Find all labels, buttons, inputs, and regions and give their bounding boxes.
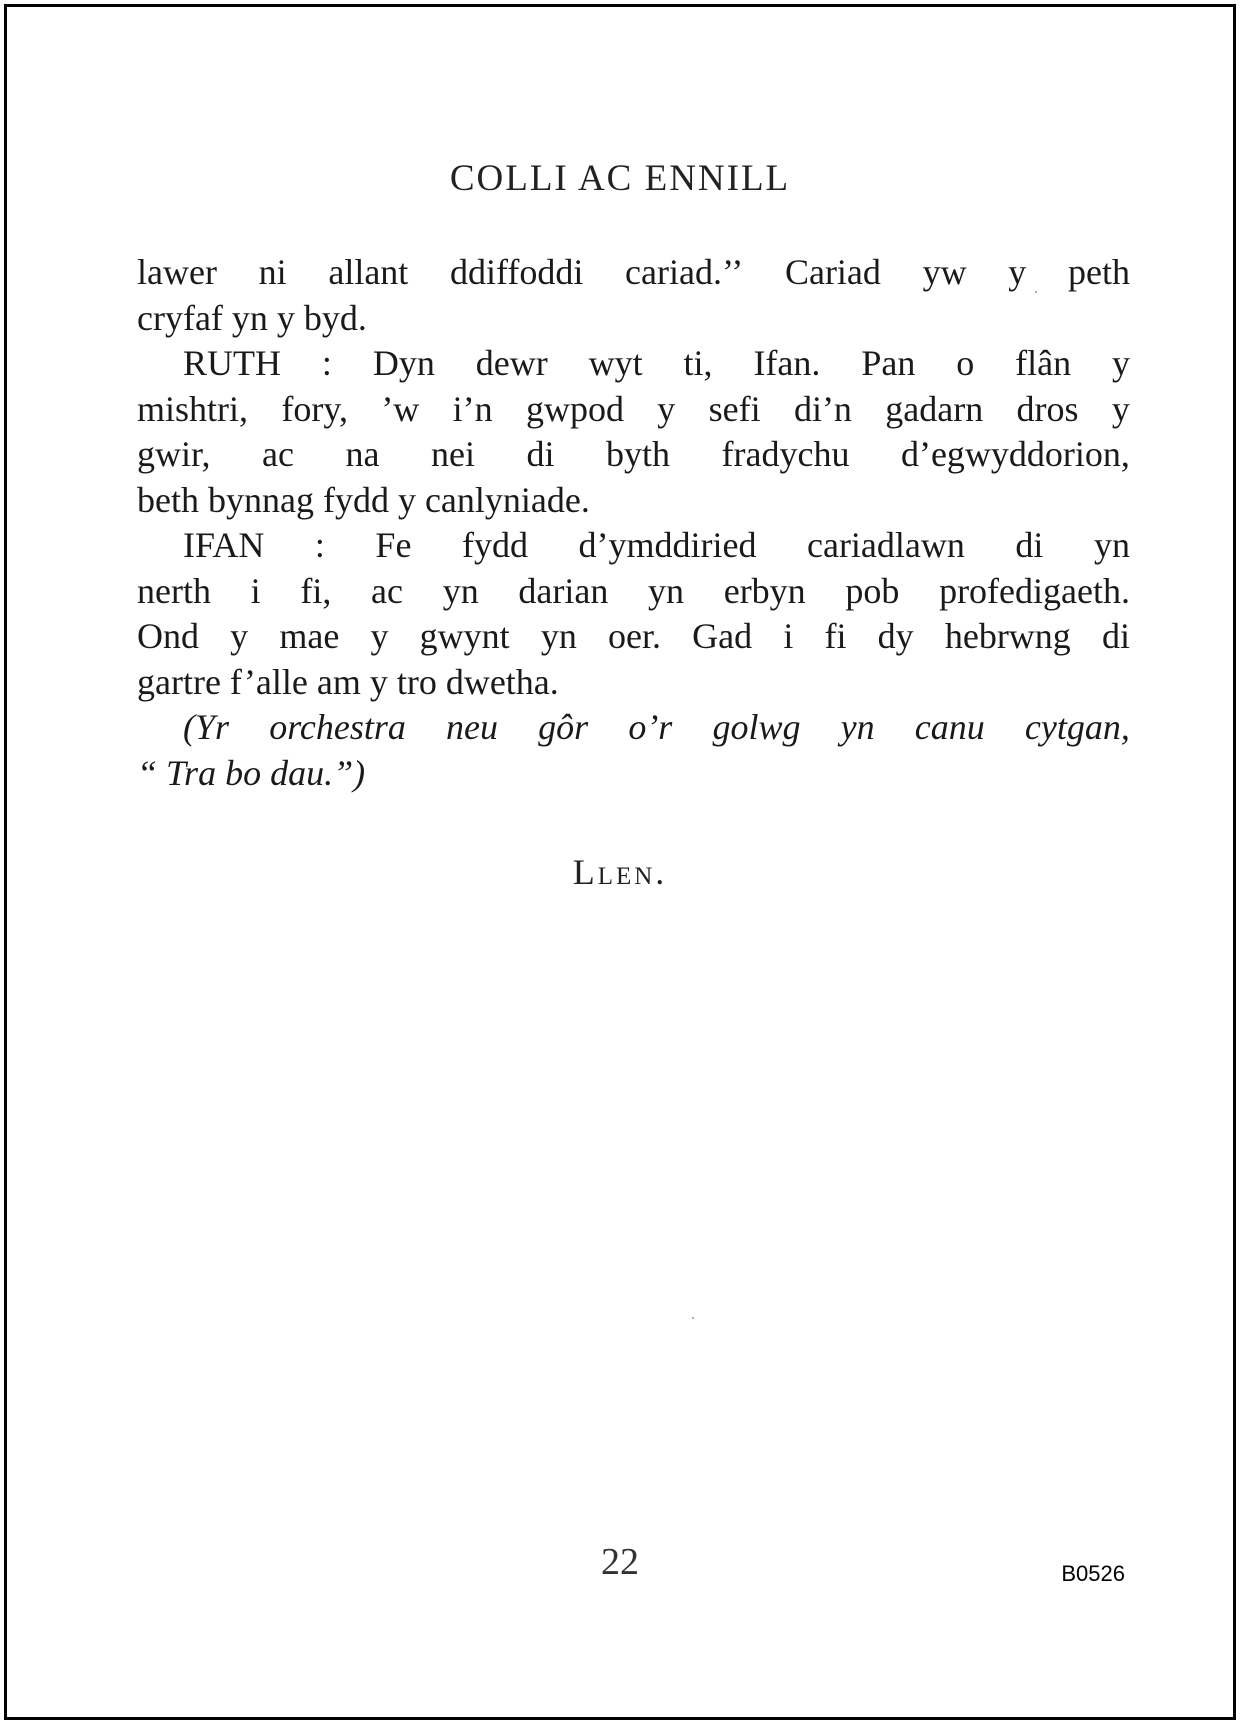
text-word: ac (262, 434, 295, 474)
text-word: mae (279, 616, 340, 656)
text-word: IFAN (183, 525, 265, 565)
text-word: di (1015, 525, 1044, 565)
text-word: cytgan, (1024, 707, 1130, 747)
text-line (137, 614, 1130, 660)
page-frame (4, 4, 1236, 1720)
text-word: y (230, 616, 249, 656)
text-word: fory, (281, 388, 348, 429)
text-word: dy (877, 616, 914, 656)
text-word: nei (431, 434, 475, 474)
text-word: fi, (300, 570, 332, 611)
text-word: orchestra (269, 707, 406, 747)
text-word: allant (328, 252, 409, 292)
text-word: wyt (588, 343, 643, 383)
text-word: i’n (452, 388, 493, 429)
text-word: fi (824, 616, 847, 656)
text-word: Ond (137, 616, 199, 656)
text-word: gwir, (137, 434, 211, 474)
text-word: Cariad (784, 252, 881, 292)
text-word: ddiffoddi (450, 252, 584, 292)
text-line: cryfaf yn y byd. (137, 297, 367, 338)
text-word: : (321, 343, 332, 383)
text-word: lawer (137, 252, 217, 292)
text-word: d’ymddiried (578, 525, 757, 565)
running-head: COLLI AC ENNILL (449, 158, 791, 199)
text-word: flân (1015, 343, 1072, 383)
text-word: neu (446, 707, 498, 747)
text-word: Gad (692, 616, 753, 656)
text-word: yn (540, 616, 577, 656)
text-word: dewr (475, 343, 548, 383)
text-word: y (1008, 252, 1027, 292)
text-word: pob (845, 570, 900, 611)
text-word: yn (442, 570, 479, 611)
text-word: golwg (712, 707, 801, 747)
text-word: Ifan. (753, 343, 821, 383)
text-word: hebrwng (944, 616, 1071, 656)
text-word: yn (840, 707, 875, 747)
text-word: di’n (793, 388, 852, 429)
text-word: gwynt (419, 616, 510, 656)
paper-speck (692, 1317, 694, 1319)
text-word: cariadlawn (806, 525, 965, 565)
text-word: profedigaeth. (939, 570, 1130, 611)
page-number: 22 (601, 1541, 639, 1583)
text-word: ’w (381, 388, 420, 429)
text-line (137, 432, 1130, 478)
text-line (137, 705, 1130, 751)
text-word: di (526, 434, 555, 474)
text-word: ni (258, 252, 287, 292)
body-text (137, 250, 1130, 796)
text-word: RUTH (183, 343, 281, 383)
text-word: yn (648, 570, 685, 611)
text-word: ti, (683, 343, 713, 383)
text-word: canu (914, 707, 985, 747)
text-word: Dyn (372, 343, 435, 383)
text-word: dros (1016, 388, 1079, 429)
text-word: y (1112, 343, 1130, 383)
text-word: fydd (461, 525, 528, 565)
text-word: : (314, 525, 325, 565)
text-word: gadarn (885, 388, 984, 429)
text-word: erbyn (723, 570, 806, 611)
text-word: oer. (608, 616, 661, 656)
text-line (137, 523, 1130, 569)
text-word: y (657, 388, 676, 429)
paper-speck (1035, 291, 1037, 293)
text-line: beth bynnag fydd y canlyniade. (137, 479, 590, 520)
text-word: yn (1093, 525, 1130, 565)
text-line: gartre f’alle am y tro dwetha. (137, 661, 559, 702)
text-word: gwpod (525, 388, 624, 429)
text-word: yw (922, 252, 967, 292)
text-word: na (345, 434, 380, 474)
text-word: sefi (708, 388, 761, 429)
text-word: d’egwyddorion, (900, 434, 1130, 474)
text-word: (Yr (183, 707, 230, 747)
text-word: i (783, 616, 794, 656)
text-word: o’r (628, 707, 673, 747)
text-word: nerth (137, 570, 211, 611)
text-word: o (956, 343, 975, 383)
text-line (137, 569, 1130, 615)
text-line (137, 250, 1130, 296)
reference-code: B0526 (1061, 1561, 1125, 1586)
text-word: byth (606, 434, 671, 474)
text-word: Fe (375, 525, 412, 565)
text-word: gôr (538, 707, 589, 747)
text-word: darian (518, 570, 609, 611)
text-word: di (1101, 616, 1130, 656)
text-word: y (370, 616, 389, 656)
text-line (137, 341, 1130, 387)
text-line (137, 387, 1130, 433)
text-word: Pan (861, 343, 916, 383)
text-word: i (250, 570, 261, 611)
curtain-direction: Llen. (572, 852, 668, 892)
text-word: mishtri, (137, 388, 249, 429)
text-word: peth (1067, 252, 1130, 292)
text-word: ac (371, 570, 404, 611)
text-line: “ Tra bo dau.”) (137, 752, 366, 793)
text-word: y (1111, 388, 1130, 429)
text-word: fradychu (721, 434, 850, 474)
text-word: cariad.’’ (625, 252, 744, 292)
